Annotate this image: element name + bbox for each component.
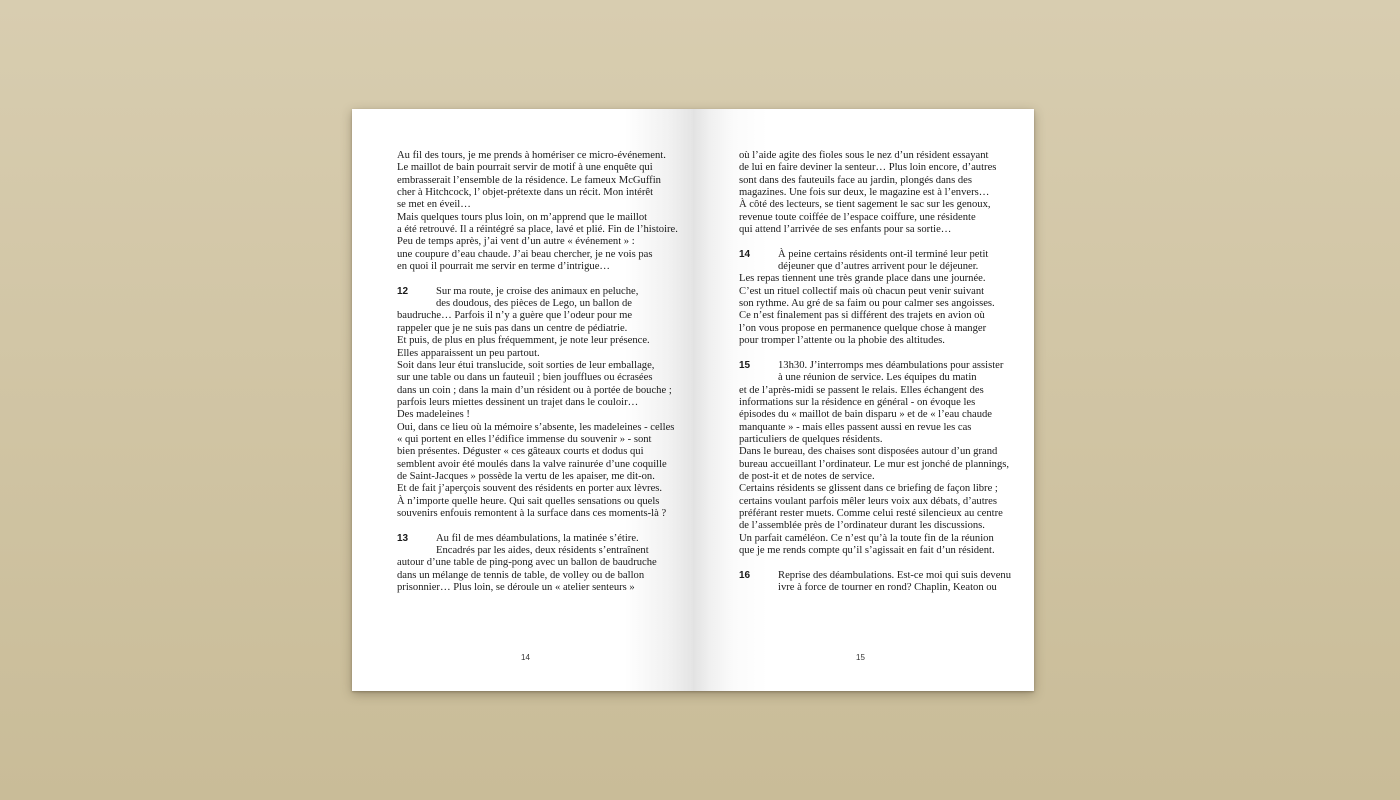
text-line: À côté des lecteurs, se tient sagement le sac sur les genoux, bbox=[739, 199, 991, 211]
text-line: baudruche… Parfois il n’y a guère que l’odeur pour me bbox=[397, 310, 633, 322]
page-number: 14 bbox=[521, 653, 530, 662]
text-line: de Saint-Jacques » possède la vertu de les apaiser, me dit-on. bbox=[397, 470, 655, 482]
text-line: sont dans des fauteuils face au jardin, plongés dans des bbox=[739, 174, 973, 186]
section-body bbox=[739, 582, 1019, 594]
text-line: se met en éveil… bbox=[397, 199, 471, 211]
text-line: dans un coin ; dans la main d’un résident ou à portée de bouche ; bbox=[397, 384, 672, 396]
text-line: Encadrés par les aides, deux résidents s’entraînent bbox=[436, 545, 649, 556]
text-line: préférant rester muets. Comme celui resté silencieux au centre bbox=[739, 507, 1003, 519]
text-line: Et puis, de plus en plus fréquemment, je note leur présence. bbox=[397, 335, 650, 347]
text-line: rappeler que je ne suis pas dans un centre de pédiatrie. bbox=[397, 322, 628, 334]
text-line: sur une table ou dans un fauteuil ; bien joufflues ou écrasées bbox=[397, 372, 653, 384]
intro-paragraph bbox=[397, 150, 678, 273]
text-line: où l’aide agite des fioles sous le nez d’un résident essayant bbox=[739, 150, 989, 161]
text-line: pour tromper l’attente ou la phobie des altitudes. bbox=[739, 335, 945, 347]
section-15 bbox=[739, 360, 1019, 558]
section-first-line: Au fil de mes déambulations, la matinée s’étire. bbox=[436, 532, 639, 544]
text-line: et de l’après-midi se passent le relais. Elles échangent des bbox=[739, 384, 984, 396]
section-first-line: Reprise des déambulations. Est-ce moi qui suis devenu bbox=[778, 569, 1012, 581]
section-number: 16 bbox=[739, 569, 751, 581]
text-line: de lui en faire deviner la senteur… Plus loin encore, d’autres bbox=[739, 162, 997, 174]
text-line: une coupure d’eau chaude. J’ai beau chercher, je ne vois pas bbox=[397, 248, 653, 260]
section-body bbox=[739, 372, 1019, 557]
section-body bbox=[397, 545, 675, 594]
text-line: en quoi il pourrait me servir en terme d’intrigue… bbox=[397, 261, 610, 273]
right-page bbox=[693, 109, 1034, 691]
text-line: revenue toute coiffée de l’espace coiffure, une résidente bbox=[739, 211, 976, 223]
text-line: bien présentes. Déguster « ces gâteaux courts et dodus qui bbox=[397, 446, 644, 458]
text-line: a été retrouvé. Il a réintégré sa place, lavé et plié. Fin de l’histoire. bbox=[397, 224, 678, 236]
section-first-line: 13h30. J’interromps mes déambulations pour assister bbox=[778, 359, 1004, 371]
text-line: Les repas tiennent une très grande place dans une journée. bbox=[739, 273, 986, 285]
section-first-line: À peine certains résidents ont-il terminé leur petit bbox=[778, 248, 989, 260]
text-line: déjeuner que d’autres arrivent pour le déjeuner. bbox=[778, 261, 979, 273]
section-number: 12 bbox=[397, 285, 409, 297]
section-number: 15 bbox=[739, 359, 751, 371]
section-14 bbox=[739, 249, 1019, 348]
section-13 bbox=[397, 533, 675, 595]
text-line: épisodes du « maillot de bain disparu » et de « l’eau chaude bbox=[739, 409, 992, 421]
text-line: Peu de temps après, j’ai vent d’un autre « événement » : bbox=[397, 236, 635, 248]
text-line: dans un mélange de tennis de table, de volley ou de ballon bbox=[397, 569, 645, 581]
text-line: particuliers de quelques résidents. bbox=[739, 433, 883, 445]
text-line: à une réunion de service. Les équipes du matin bbox=[778, 372, 977, 384]
text-line: Au fil des tours, je me prends à homériser ce micro-événement. bbox=[397, 150, 666, 161]
text-line: Mais quelques tours plus loin, on m’apprend que le maillot bbox=[397, 211, 648, 223]
text-line: Certains résidents se glissent dans ce briefing de façon libre ; bbox=[739, 483, 998, 495]
text-line: Et de fait j’aperçois souvent des résidents en porter aux lèvres. bbox=[397, 483, 663, 495]
text-line: Un parfait caméléon. Ce n’est qu’à la toute fin de la réunion bbox=[739, 532, 994, 544]
text-line: de l’assemblée près de l’ordinateur durant les discussions. bbox=[739, 520, 985, 532]
text-line: Elles apparaissent un peu partout. bbox=[397, 347, 540, 359]
text-line: souvenirs enfouis remontent à la surface dans ces moments-là ? bbox=[397, 507, 667, 519]
text-line: qui attend l’arrivée de ses enfants pour sa sortie… bbox=[739, 224, 952, 236]
text-line: Oui, dans ce lieu où la mémoire s’absente, les madeleines - celles bbox=[397, 421, 675, 433]
text-line: ivre à force de tourner en rond? Chaplin, Keaton ou bbox=[778, 582, 997, 594]
text-line: Soit dans leur étui translucide, soit sorties de leur emballage, bbox=[397, 359, 655, 371]
left-page bbox=[352, 109, 693, 691]
section-number: 14 bbox=[739, 248, 751, 260]
text-line: que je me rends compte qu’il s’agissait en fait d’un résident. bbox=[739, 545, 995, 556]
text-line: prisonnier… Plus loin, se déroule un « atelier senteurs » bbox=[397, 582, 635, 594]
text-line: « qui portent en elles l’édifice immense du souvenir » - sont bbox=[397, 433, 652, 445]
section-body bbox=[739, 261, 1019, 347]
text-line: autour d’une table de ping-pong avec un ballon de baudruche bbox=[397, 557, 657, 569]
text-line: bureau accueillant l’ordinateur. Le mur est jonché de plannings, bbox=[739, 458, 1010, 470]
text-line: certains voulant parfois mêler leurs voix aux débats, d’autres bbox=[739, 495, 997, 507]
section-first-line: Sur ma route, je croise des animaux en peluche, bbox=[436, 285, 639, 297]
text-line: parfois leurs miettes dessinent un trajet dans le couloir… bbox=[397, 396, 639, 408]
page-number: 15 bbox=[856, 653, 865, 662]
text-line: Ce n’est finalement pas si différent des trajets en avion où bbox=[739, 310, 985, 322]
left-page-text bbox=[397, 150, 678, 594]
text-line: magazines. Une fois sur deux, le magazine est à l’envers… bbox=[739, 187, 990, 199]
text-line: C’est un rituel collectif mais où chacun peut venir suivant bbox=[739, 285, 985, 297]
text-line: Le maillot de bain pourrait servir de motif à une enquête qui bbox=[397, 162, 653, 174]
text-line: À n’importe quelle heure. Qui sait quelles sensations ou quels bbox=[397, 495, 660, 507]
text-line: cher à Hitchcock, l’ objet-prétexte dans un récit. Mon intérêt bbox=[397, 187, 654, 199]
right-page-text bbox=[739, 150, 1019, 594]
intro-paragraph bbox=[739, 150, 1019, 236]
text-line: l’on vous propose en permanence quelque chose à manger bbox=[739, 322, 987, 334]
section-body bbox=[397, 298, 675, 520]
open-booklet bbox=[352, 109, 1034, 691]
text-line: son rythme. Au gré de sa faim ou pour calmer ses angoisses. bbox=[739, 298, 995, 310]
text-line: de post-it et de notes de service. bbox=[739, 470, 875, 482]
section-12 bbox=[397, 286, 675, 521]
text-line: Des madeleines ! bbox=[397, 409, 470, 421]
text-line: semblent avoir été moulés dans la valve rainurée d’une coquille bbox=[397, 458, 667, 470]
text-line: embrasserait l’ensemble de la résidence. Le fameux McGuffin bbox=[397, 174, 661, 186]
text-line: Dans le bureau, des chaises sont disposées autour d’un grand bbox=[739, 446, 998, 458]
text-line: des doudous, des pièces de Lego, un ballon de bbox=[436, 298, 632, 310]
text-line: manquante » - mais elles passent aussi en revue les cas bbox=[739, 421, 972, 433]
section-number: 13 bbox=[397, 532, 409, 544]
section-16 bbox=[739, 570, 1019, 595]
text-line: informations sur la résidence en général - on évoque les bbox=[739, 396, 976, 408]
